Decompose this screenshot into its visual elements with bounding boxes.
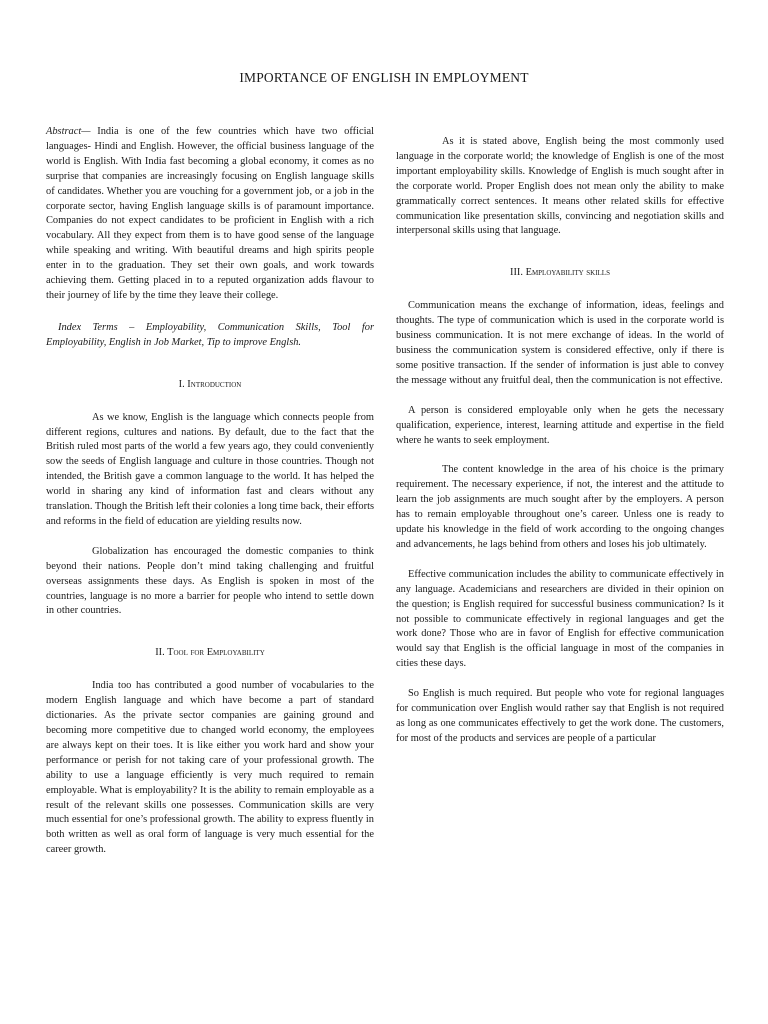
- abstract: [46, 125, 374, 304]
- section-heading-tool-for-employability: II. Tool for Employability: [155, 647, 265, 659]
- introduction-paragraph-1: As we know, English is the language which connects people from different regions, cultures and nations. By default, due to the fact that the British ruled most parts of the world a few years ago, they could conveniently sow the seeds of English language and culture in those countries. Though not intended, the British gave a common language to the world. It has helped the world in sharing any kind of information fast and clears without any translation. Though the British left their colonies a long time back, their efforts and reforms in the field of education are yielding results now.: [46, 411, 374, 527]
- section-heading-employability-skills: III. Employability skills: [510, 267, 610, 279]
- employability-paragraph-1: Communication means the exchange of information, ideas, feelings and thoughts. The type of communication which is used in the corporate world is business communication. It is not mere exchange of ideas. In the world of business the communication system is considered effective, only if there is some positive transaction. If the sender of information is just able to convey the message without any fruitful deal, then the communication is not effective.: [396, 300, 724, 386]
- abstract-label: Abstract—: [46, 126, 91, 137]
- employability-paragraph-2: A person is considered employable only when he gets the necessary qualification, experience, interest, learning attitude and expertise in the field where he wants to seek employment.: [396, 404, 724, 446]
- tool-paragraph-2: As it is stated above, English being the most commonly used language in the corporate world; the knowledge of English is one of the most important employability skills. Knowledge of English is much sought after in the corporate world. Proper English does not mean only the ability to make grammatically correct sentences. It means other related skills for effective communication like presentation skills, convincing and negotiation skills and interpersonal skills using that language.: [396, 136, 724, 237]
- section-heading-introduction: I. Introduction: [178, 378, 242, 390]
- employability-paragraph-4: Effective communication includes the ability to communicate effectively in any language. Academicians and researchers are divided in their opinion on the question; is English required for successful business communication? Is it not possible to communicate effectively in regional languages and get the work done? Those who are in favor of English for effective communication would say that English is the official language in most of the companies in cities these days.: [396, 568, 724, 670]
- left-column: [46, 125, 374, 858]
- right-column: [396, 125, 724, 747]
- tool-paragraph-1: India too has contributed a good number of vocabularies to the modern English language and which have become a part of standard dictionaries. As the private sector companies are gaining ground and becoming more competitive due to changed world economy, the employees are always kept on their toes. It is like either you work hard and show your performance or perish for not taking care of your professional growth. The ability to use a language efficiently is very much required to remain employable. What is employability? It is the ability to remain employable as a result of the relevant skills one possesses. Communication skills are very much essential for one’s professional growth. The ability to express fluently in both written as well as oral form of language is very much essential for the career growth.: [46, 680, 374, 856]
- abstract-text: India is one of the few countries which have two official languages- Hindi and English. However, the official business language of the world is English. With India fast becoming a global economy, it comes as no surprise that companies are increasingly focusing on English language skills of candidates. Whether you are vouching for a government job, or a job in the corporate sector, having English language skills is of paramount importance. Companies do not expect candidates to be proficient in English with a rich vocabulary. All they expect from them is to have good sense of the language while speaking and writing. With beautiful dreams and high spirits people enter in to the graduation. They set their own goals, and work towards achieving them. Getting placed in to a reputed organization adds flavour to their journey of life by the time they leave their college.: [46, 126, 374, 301]
- employability-paragraph-5: So English is much required. But people who vote for regional languages for communication over English would rather say that English is not required as long as one communicates effectively to get the work done. The customers, for most of the products and services are people of a particular: [396, 688, 724, 744]
- employability-paragraph-3: The content knowledge in the area of his choice is the primary requirement. The necessary experience, if not, the interest and the attitude to learn the job assignments are much sought after by the employers. A person has to remain employable throughout one’s career. Unless one is ready to update his knowledge in the field of work according to the ongoing changes and advancements, he lags behind from others and loses his job ultimately.: [396, 464, 724, 550]
- introduction-paragraph-2: Globalization has encouraged the domestic companies to think beyond their nations. People don’t mind taking challenging and fruitful overseas assignments these days. As English is spoken in most of the countries, language is no more a barrier for people who intend to settle down in other countries.: [46, 545, 374, 617]
- paper-title: IMPORTANCE OF ENGLISH IN EMPLOYMENT: [239, 70, 529, 85]
- index-terms: Index Terms – Employability, Communication Skills, Tool for Employability, English in Job Market, Tip to improve Englsh.: [46, 321, 374, 348]
